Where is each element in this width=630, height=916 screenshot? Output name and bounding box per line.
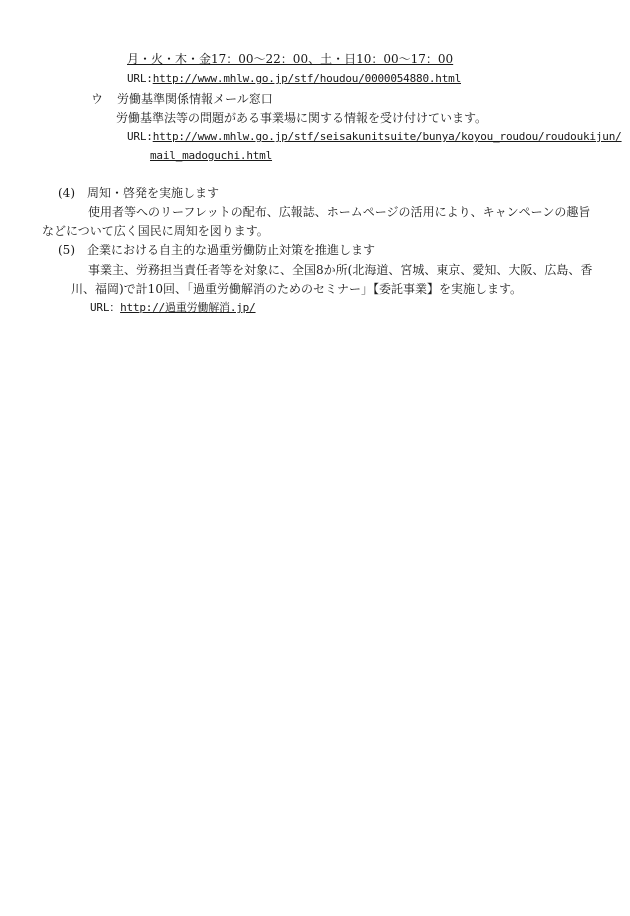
- mail-madoguchi-link-cont[interactable]: mail_madoguchi.html: [150, 149, 273, 162]
- section-5-number: (5): [58, 243, 75, 257]
- houdou-link[interactable]: http://www.mhlw.go.jp/stf/houdou/0000054880.html: [152, 72, 461, 85]
- url-prefix: URL:: [127, 72, 153, 85]
- hours-text: 月・火・木・金17：00～22：00、土・日10：00～17：00: [127, 52, 454, 66]
- url-line-mail-madoguchi-cont: [150, 148, 272, 164]
- section-4-heading: [58, 185, 219, 201]
- section-5-body-line1: 事業主、労務担当責任者等を対象に、全国8か所(北海道、宮城、東京、愛知、大阪、広島、香: [88, 263, 593, 277]
- section-u-description: 労働基準法等の問題がある事業場に関する情報を受け付けています。: [116, 111, 488, 125]
- mail-madoguchi-link[interactable]: http://www.mhlw.go.jp/stf/seisakunitsuite/bunya/koyou_roudou/roudoukijun/: [152, 130, 622, 143]
- section-4-body-line1: 使用者等へのリーフレットの配布、広報誌、ホームページの活用により、キャンペーンの趣旨: [88, 205, 591, 219]
- section-5-body-line2: 川、福岡)で計10回、「過重労働解消のためのセミナー」【委託事業】を実施します。: [71, 282, 522, 296]
- seminar-link[interactable]: http://過重労働解消.jp/: [120, 301, 256, 314]
- url-line-seminar: [90, 300, 256, 316]
- section-4-body-line2: などについて広く国民に周知を図ります。: [42, 224, 269, 238]
- section-u-title: 労働基準関係情報メール窓口: [117, 92, 273, 106]
- section-u-heading: [91, 91, 273, 107]
- url-prefix: URL:: [127, 130, 153, 143]
- section-5-title: 企業における自主的な過重労働防止対策を推進します: [87, 243, 376, 257]
- section-4-title: 周知・啓発を実施します: [87, 186, 220, 200]
- url-line-mail-madoguchi: [127, 129, 622, 145]
- section-u-marker: ウ: [91, 92, 104, 106]
- section-4-number: (4): [58, 186, 75, 200]
- url-line-houdou: [127, 71, 461, 87]
- section-5-heading: [58, 242, 375, 258]
- url-prefix: URL：: [90, 301, 121, 314]
